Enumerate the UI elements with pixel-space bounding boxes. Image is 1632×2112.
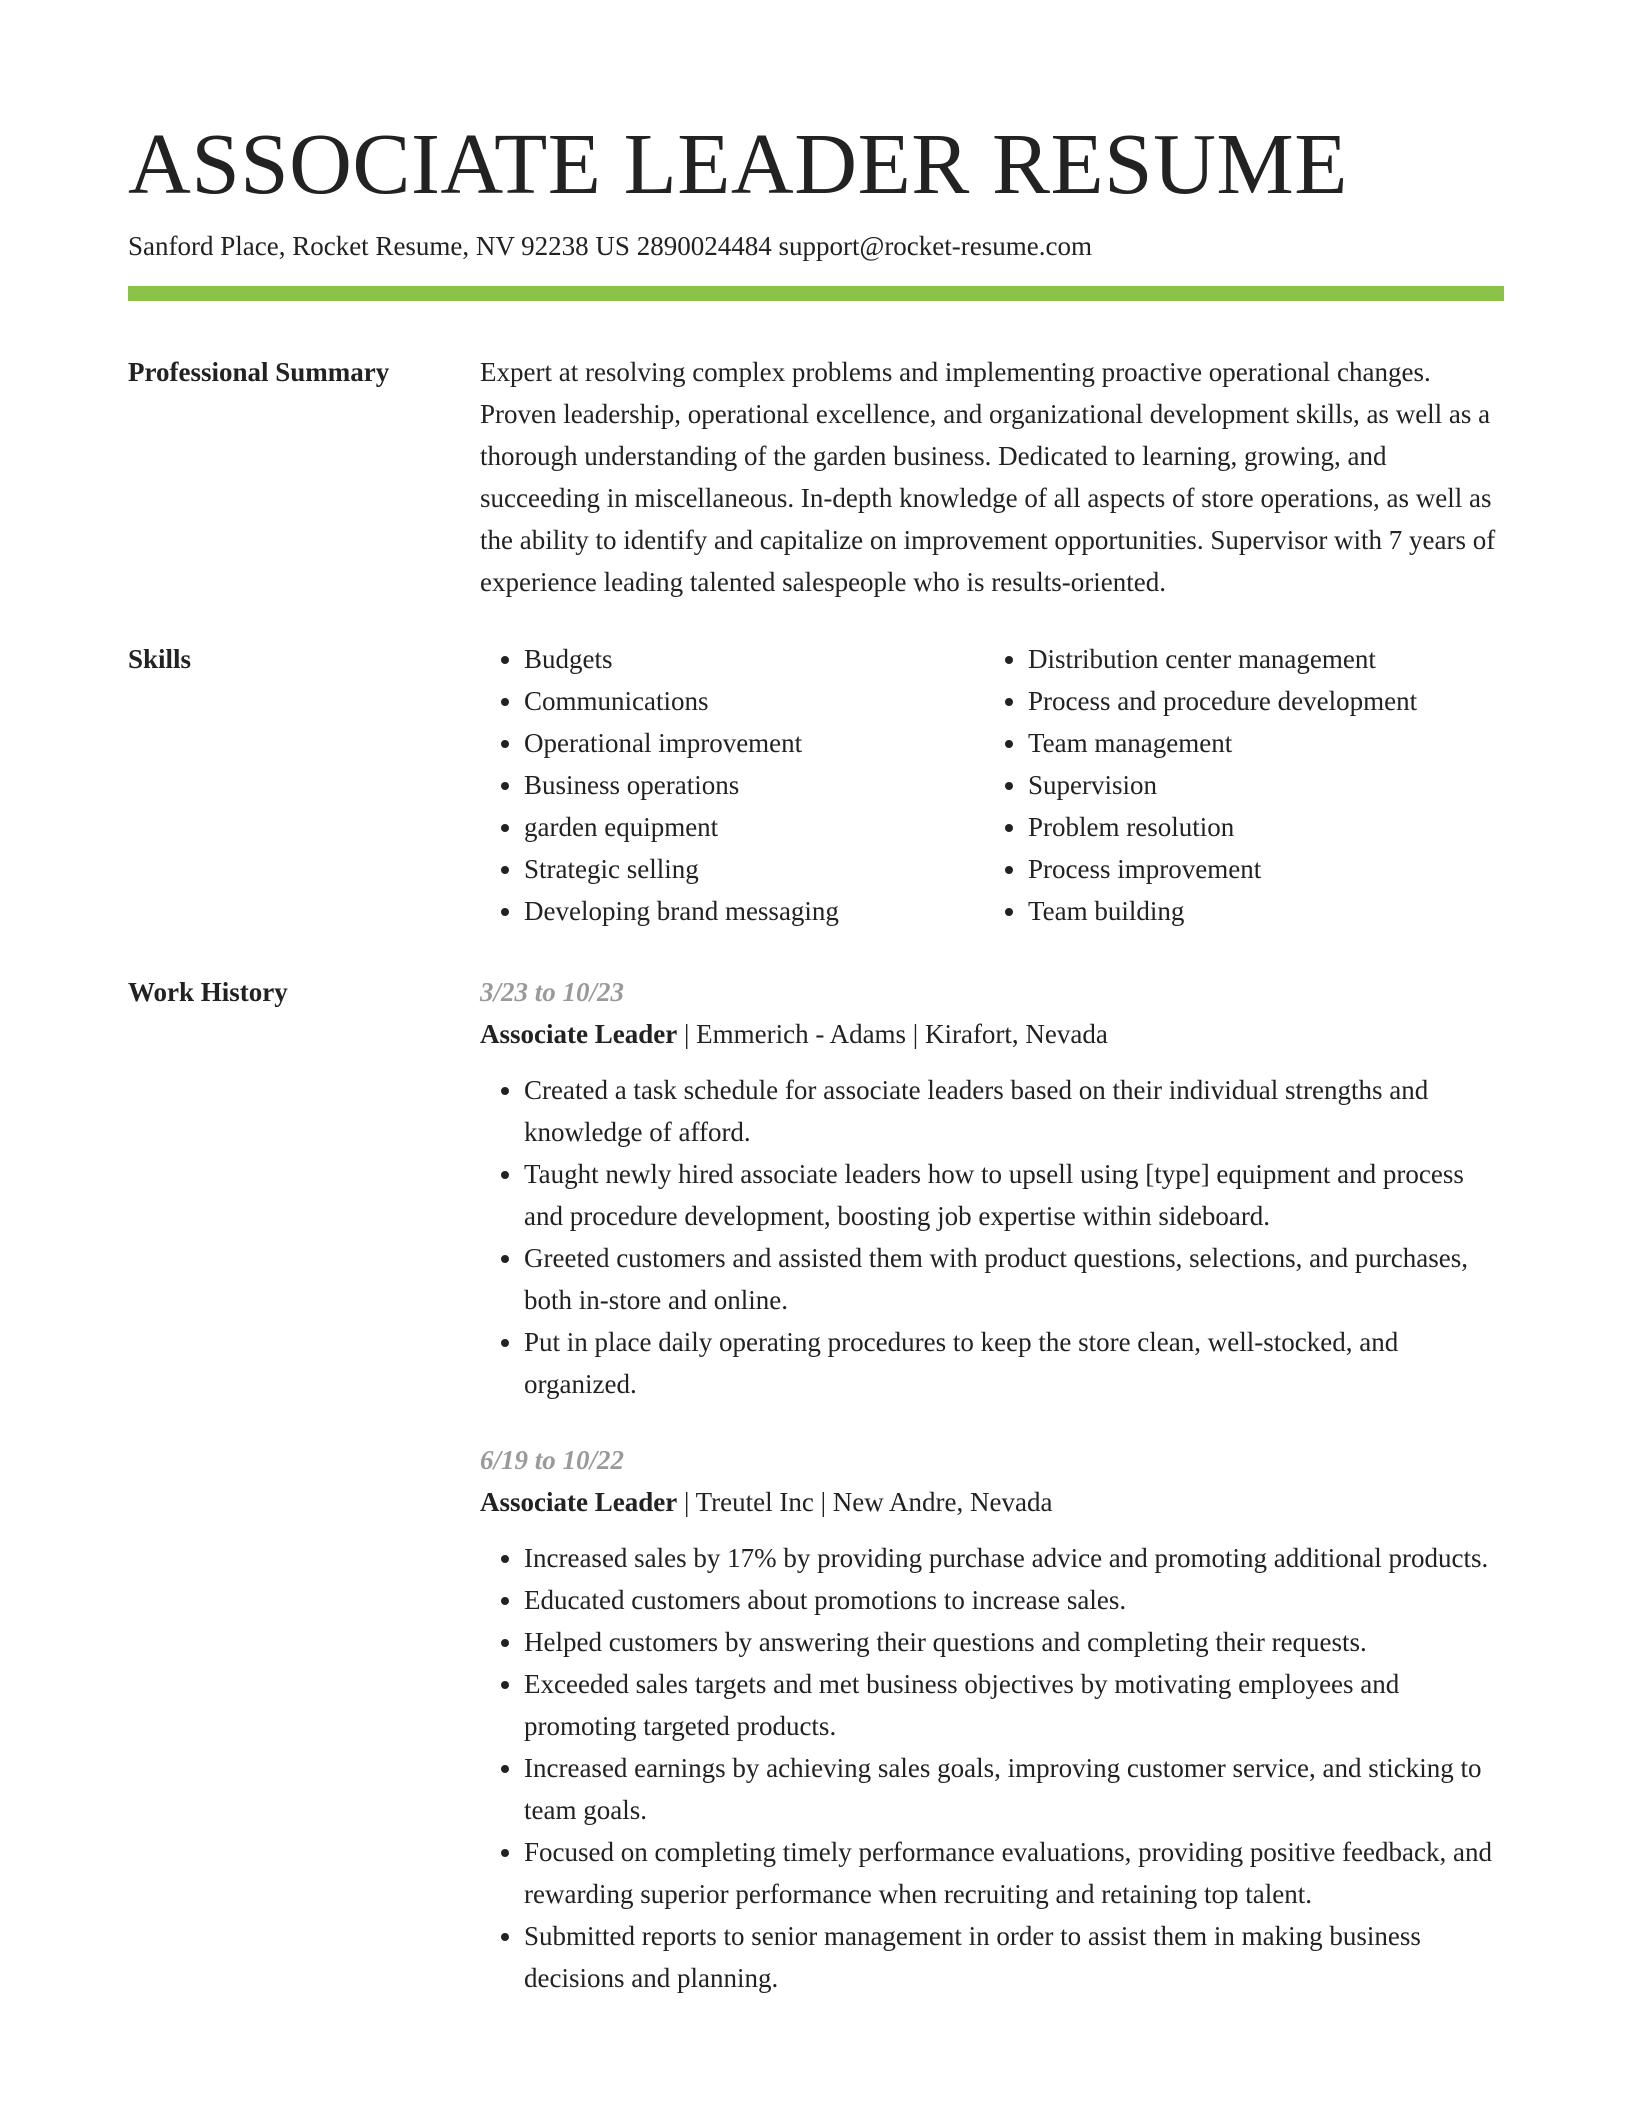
- summary-text: Expert at resolving complex problems and implementing proactive operational changes. Proven leadership, operational excellence, and organizational development skills, as well as a thorough understanding of the garden business. Dedicated to learning, growing, and succeeding in miscellaneous. In-depth knowledge of all aspects of store operations, as well as the ability to identify and capitalize on improvement opportunities. Supervisor with 7 years of experience leading talented salespeople who is results-oriented.: [480, 357, 1496, 598]
- job-details: | Emmerich - Adams | Kirafort, Nevada: [677, 1019, 1108, 1050]
- work-history-heading: Work History: [128, 977, 288, 1008]
- job-bullet: • Taught newly hired associate leaders how to upsell using [type] equipment and process and procedure development, boosting job expertise within sideboard.: [524, 1153, 1504, 1237]
- skill-item: • Operational improvement: [524, 722, 984, 764]
- skill-item: • Supervision: [1028, 764, 1504, 806]
- job-bullet: • Helped customers by answering their questions and completing their requests.: [524, 1621, 1504, 1663]
- skills-list-right: [984, 638, 1504, 932]
- job-title: Associate Leader: [480, 1019, 678, 1050]
- job-details: | Treutel Inc | New Andre, Nevada: [677, 1487, 1053, 1518]
- skill-item: • Team management: [1028, 722, 1504, 764]
- skill-item: • Process and procedure development: [1028, 680, 1504, 722]
- job-bullet: • Created a task schedule for associate leaders based on their individual strengths and knowledge of afford.: [524, 1069, 1504, 1153]
- skills-heading: Skills: [128, 644, 192, 675]
- skill-item: • Budgets: [524, 638, 984, 680]
- skills-section: [128, 638, 1504, 932]
- skill-item: • Problem resolution: [1028, 806, 1504, 848]
- skill-item: • Communications: [524, 680, 984, 722]
- summary-section: [128, 351, 1504, 603]
- skill-item: • Strategic selling: [524, 848, 984, 890]
- summary-heading: Professional Summary: [128, 357, 390, 388]
- job-bullet: • Submitted reports to senior management in order to assist them in making business decisions and planning.: [524, 1915, 1504, 1999]
- job-date: 6/19 to 10/22: [480, 1445, 625, 1476]
- contact-phone: 2890024484: [636, 231, 772, 262]
- skill-item: • Distribution center management: [1028, 638, 1504, 680]
- job-bullet: • Exceeded sales targets and met business objectives by motivating employees and promoting targeted products.: [524, 1663, 1504, 1747]
- job-date: 3/23 to 10/23: [480, 977, 625, 1008]
- job-heading: [480, 1481, 1504, 1523]
- job-bullet: • Increased sales by 17% by providing purchase advice and promoting additional products.: [524, 1537, 1504, 1579]
- skill-item: • Business operations: [524, 764, 984, 806]
- contact-address: Sanford Place, Rocket Resume, NV 92238 US: [128, 231, 630, 262]
- job-title: Associate Leader: [480, 1487, 678, 1518]
- skill-item: • garden equipment: [524, 806, 984, 848]
- accent-divider: [128, 286, 1504, 301]
- contact-line: [128, 229, 1504, 264]
- work-history-section: [128, 971, 1504, 2033]
- job-bullet: • Focused on completing timely performance evaluations, providing positive feedback, and rewarding superior performance when recruiting and retaining top talent.: [524, 1831, 1504, 1915]
- job-bullet: • Increased earnings by achieving sales goals, improving customer service, and sticking to team goals.: [524, 1747, 1504, 1831]
- skill-item: • Process improvement: [1028, 848, 1504, 890]
- job-entry: [480, 1439, 1504, 1999]
- skill-item: • Team building: [1028, 890, 1504, 932]
- job-bullets: [480, 1069, 1504, 1405]
- job-entry: [480, 971, 1504, 1405]
- job-bullet: • Put in place daily operating procedures to keep the store clean, well-stocked, and organized.: [524, 1321, 1504, 1405]
- skills-list-left: [480, 638, 984, 932]
- job-bullets: [480, 1537, 1504, 1999]
- job-bullet: • Greeted customers and assisted them with product questions, selections, and purchases, both in-store and online.: [524, 1237, 1504, 1321]
- job-heading: [480, 1013, 1504, 1055]
- contact-email: support@rocket-resume.com: [778, 231, 1092, 262]
- resume-title: ASSOCIATE LEADER RESUME: [128, 115, 1348, 212]
- job-bullet: • Educated customers about promotions to increase sales.: [524, 1579, 1504, 1621]
- skill-item: • Developing brand messaging: [524, 890, 984, 932]
